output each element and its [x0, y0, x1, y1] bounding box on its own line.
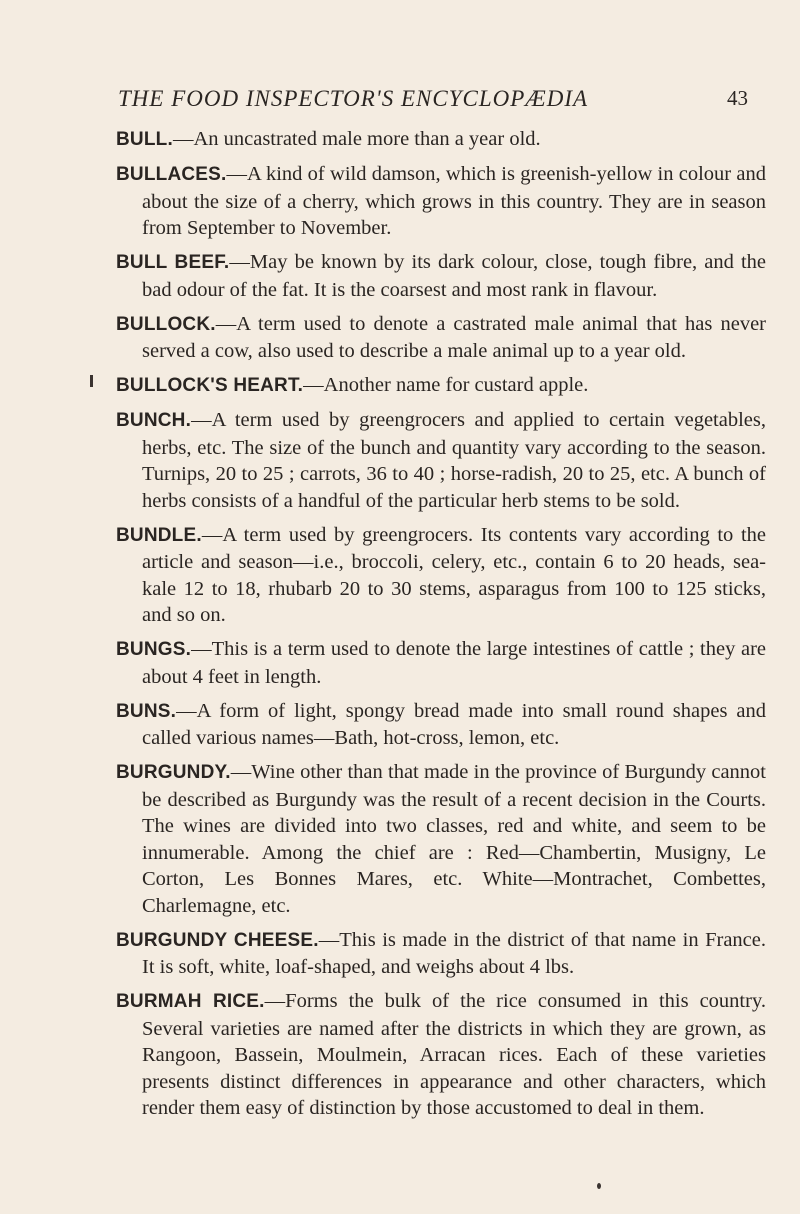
running-title: THE FOOD INSPECTOR'S ENCYCLOPÆDIA: [118, 86, 589, 111]
headword: BURGUNDY.: [116, 762, 231, 783]
headword: BUNDLE.: [116, 524, 202, 546]
headword: BULLOCK'S HEART.: [116, 375, 304, 396]
margin-mark: [90, 375, 93, 387]
headword: BURGUNDY CHEESE.: [116, 929, 319, 951]
definition: —A term used by greengrocers and applied to certain vegetables, herbs, etc. The size of the bunch and quantity vary according to the season. Turnips, 20 to 25 ; carrots, 36 to 40 ; horse-radish, 20 to 25, etc. A bunch of herbs consists of a handful of the particular herb stems to be sold.: [142, 409, 766, 512]
headword: BURMAH RICE.: [116, 991, 265, 1012]
definition: —This is made in the district of that name in France. It is soft, white, loaf-shaped, and weighs about 4 lbs.: [142, 928, 766, 978]
definition: —Wine other than that made in the province of Burgundy cannot be described as Burgundy was the result of a recent decision in the Courts. The wines are divided into two classes, red and white, and seem to be innumerable. Among the chief are : Red—Chambertin, Musigny, Le Corton, Les Bonnes Mares, etc. White—Montrachet, Combettes, Charlemagne, etc.: [142, 761, 766, 917]
entry-buns: [116, 698, 766, 752]
entry-burgundy: [116, 759, 766, 919]
headword: BULL BEEF.: [116, 252, 230, 273]
entry-bullaces: [116, 161, 766, 242]
entry-bunch: [116, 407, 766, 514]
running-head: [118, 86, 748, 116]
headword: BUNCH.: [116, 410, 192, 431]
definition: —May be known by its dark colour, close, tough fibre, and the bad odour of the fat. It is the coarsest and most rank in flavour.: [142, 251, 767, 301]
entry-bungs: [116, 636, 766, 690]
entry-list: [116, 126, 766, 1129]
definition: —Another name for custard apple.: [303, 374, 589, 396]
entry-bullocks-heart: [116, 372, 766, 400]
entry-burgundy-cheese: [116, 927, 766, 981]
entry-bull-beef: [116, 249, 766, 303]
headword: BULL.: [116, 129, 173, 150]
definition: —This is a term used to denote the large intestines of cattle ; they are about 4 feet in length.: [142, 638, 766, 688]
definition: —An uncastrated male more than a year old.: [172, 128, 541, 150]
headword: BULLOCK.: [116, 313, 216, 335]
definition: —A term used to denote a castrated male animal that has never served a cow, also used to describe a male animal up to a year old.: [142, 312, 766, 362]
headword: BUNS.: [116, 700, 177, 722]
definition: —A term used by greengrocers. Its contents vary according to the article and season—i.e., broccoli, celery, etc., contain 6 to 20 heads, sea-kale 12 to 18, rhubarb 20 to 30 stems, asparagus from 100 to 125 sticks, and so on.: [142, 523, 766, 626]
entry-bullock: [116, 311, 766, 365]
definition: —Forms the bulk of the rice consumed in this country. Several varieties are named after the districts in which they are grown, as Rangoon, Bassein, Moulmein, Arracan rices. Each of these varieties presents distinct differences in appearance and other characters, which render them easy of distinction by those accustomed to deal in them.: [142, 990, 766, 1119]
entry-bundle: [116, 522, 766, 629]
definition: —A form of light, spongy bread made into small round shapes and called various names—Bath, hot-cross, lemon, etc.: [142, 699, 766, 749]
page-number: 43: [727, 86, 748, 110]
headword: BULLACES.: [116, 164, 227, 185]
entry-burmah-rice: [116, 988, 766, 1122]
headword: BUNGS.: [116, 639, 192, 660]
page-speck: [597, 1183, 601, 1189]
definition: —A kind of wild damson, which is greenish-yellow in colour and about the size of a cherry, which grows in this country. They are in season from September to November.: [142, 163, 766, 239]
entry-bull: [116, 126, 766, 154]
